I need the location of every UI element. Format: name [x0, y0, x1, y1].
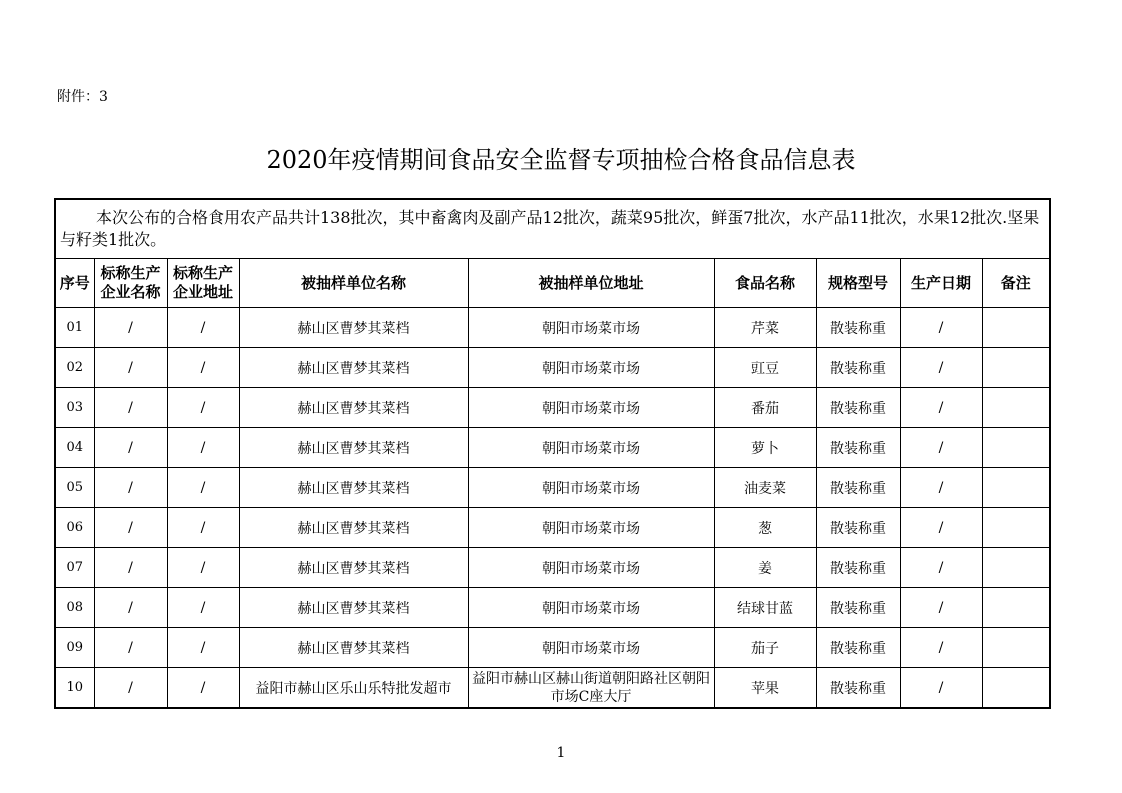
page-title: 2020年疫情期间食品安全监督专项抽检合格食品信息表	[266, 146, 856, 174]
cell-producer-name: /	[94, 468, 167, 508]
header-spec: 规格型号	[816, 259, 900, 308]
cell-seq: 05	[55, 468, 94, 508]
header-note: 备注	[982, 259, 1050, 308]
cell-sampled-addr: 朝阳市场菜市场	[468, 508, 714, 548]
cell-date: /	[900, 668, 982, 709]
intro-text: 本次公布的合格食用农产品共计138批次，其中畜禽肉及副产品12批次，蔬菜95批次，鲜蛋7批次，水产品11批次，水果12批次.坚果与籽类1批次。	[60, 208, 1040, 249]
cell-sampled-addr: 朝阳市场菜市场	[468, 348, 714, 388]
cell-date: /	[900, 348, 982, 388]
cell-note	[982, 548, 1050, 588]
cell-producer-addr: /	[167, 308, 239, 348]
table-row	[55, 668, 1050, 709]
cell-seq: 08	[55, 588, 94, 628]
cell-food: 芹菜	[714, 308, 816, 348]
cell-sampled-addr: 朝阳市场菜市场	[468, 588, 714, 628]
cell-sampled-addr: 朝阳市场菜市场	[468, 628, 714, 668]
cell-producer-name: /	[94, 668, 167, 709]
header-sampled-addr: 被抽样单位地址	[468, 259, 714, 308]
cell-note	[982, 348, 1050, 388]
cell-food: 萝卜	[714, 428, 816, 468]
table-row	[55, 308, 1050, 348]
cell-date: /	[900, 548, 982, 588]
cell-food: 油麦菜	[714, 468, 816, 508]
table-row	[55, 628, 1050, 668]
cell-spec: 散装称重	[816, 668, 900, 709]
cell-seq: 02	[55, 348, 94, 388]
cell-sampled-name: 赫山区曹梦其菜档	[239, 428, 468, 468]
cell-sampled-name: 赫山区曹梦其菜档	[239, 548, 468, 588]
cell-sampled-addr: 朝阳市场菜市场	[468, 428, 714, 468]
cell-food: 葱	[714, 508, 816, 548]
cell-food: 结球甘蓝	[714, 588, 816, 628]
cell-sampled-addr: 朝阳市场菜市场	[468, 308, 714, 348]
table-row	[55, 428, 1050, 468]
cell-sampled-name: 赫山区曹梦其菜档	[239, 588, 468, 628]
header-sampled-name: 被抽样单位名称	[239, 259, 468, 308]
table-row	[55, 388, 1050, 428]
cell-producer-name: /	[94, 428, 167, 468]
cell-producer-name: /	[94, 548, 167, 588]
cell-food: 姜	[714, 548, 816, 588]
cell-food: 茄子	[714, 628, 816, 668]
cell-spec: 散装称重	[816, 388, 900, 428]
cell-producer-addr: /	[167, 668, 239, 709]
cell-producer-addr: /	[167, 588, 239, 628]
cell-producer-name: /	[94, 348, 167, 388]
cell-date: /	[900, 588, 982, 628]
cell-producer-addr: /	[167, 388, 239, 428]
cell-producer-addr: /	[167, 508, 239, 548]
cell-date: /	[900, 308, 982, 348]
cell-seq: 01	[55, 308, 94, 348]
cell-sampled-name: 赫山区曹梦其菜档	[239, 388, 468, 428]
cell-food: 豇豆	[714, 348, 816, 388]
cell-sampled-name: 益阳市赫山区乐山乐特批发超市	[239, 668, 468, 709]
cell-sampled-name: 赫山区曹梦其菜档	[239, 468, 468, 508]
cell-producer-name: /	[94, 508, 167, 548]
cell-note	[982, 468, 1050, 508]
food-info-table	[54, 198, 1051, 709]
table-row	[55, 548, 1050, 588]
cell-seq: 07	[55, 548, 94, 588]
table-row	[55, 508, 1050, 548]
cell-note	[982, 588, 1050, 628]
header-producer-name: 标称生产企业名称	[94, 259, 167, 308]
cell-spec: 散装称重	[816, 428, 900, 468]
cell-spec: 散装称重	[816, 588, 900, 628]
cell-sampled-name: 赫山区曹梦其菜档	[239, 628, 468, 668]
cell-date: /	[900, 428, 982, 468]
cell-sampled-addr: 朝阳市场菜市场	[468, 388, 714, 428]
attachment-label: 附件：3	[57, 89, 108, 105]
header-date: 生产日期	[900, 259, 982, 308]
cell-seq: 09	[55, 628, 94, 668]
table-header-row	[55, 259, 1050, 308]
cell-sampled-name: 赫山区曹梦其菜档	[239, 348, 468, 388]
header-producer-addr: 标称生产企业地址	[167, 259, 239, 308]
cell-note	[982, 668, 1050, 709]
cell-spec: 散装称重	[816, 348, 900, 388]
table-row	[55, 468, 1050, 508]
cell-date: /	[900, 628, 982, 668]
cell-producer-name: /	[94, 388, 167, 428]
cell-producer-addr: /	[167, 428, 239, 468]
cell-spec: 散装称重	[816, 308, 900, 348]
cell-date: /	[900, 468, 982, 508]
cell-producer-name: /	[94, 628, 167, 668]
cell-producer-addr: /	[167, 348, 239, 388]
cell-food: 番茄	[714, 388, 816, 428]
cell-date: /	[900, 388, 982, 428]
cell-producer-addr: /	[167, 548, 239, 588]
intro-note	[55, 199, 1050, 259]
cell-date: /	[900, 508, 982, 548]
cell-note	[982, 508, 1050, 548]
cell-producer-name: /	[94, 588, 167, 628]
cell-spec: 散装称重	[816, 628, 900, 668]
cell-sampled-addr: 朝阳市场菜市场	[468, 468, 714, 508]
cell-sampled-addr: 益阳市赫山区赫山街道朝阳路社区朝阳市场C座大厅	[468, 668, 714, 709]
cell-note	[982, 308, 1050, 348]
cell-sampled-name: 赫山区曹梦其菜档	[239, 308, 468, 348]
cell-spec: 散装称重	[816, 508, 900, 548]
cell-seq: 10	[55, 668, 94, 709]
cell-sampled-name: 赫山区曹梦其菜档	[239, 508, 468, 548]
cell-seq: 03	[55, 388, 94, 428]
cell-note	[982, 428, 1050, 468]
cell-seq: 04	[55, 428, 94, 468]
header-seq: 序号	[55, 259, 94, 308]
cell-producer-name: /	[94, 308, 167, 348]
cell-food: 苹果	[714, 668, 816, 709]
cell-seq: 06	[55, 508, 94, 548]
cell-producer-addr: /	[167, 628, 239, 668]
header-food: 食品名称	[714, 259, 816, 308]
cell-spec: 散装称重	[816, 548, 900, 588]
cell-producer-addr: /	[167, 468, 239, 508]
table-row	[55, 588, 1050, 628]
cell-sampled-addr: 朝阳市场菜市场	[468, 548, 714, 588]
page-number: 1	[556, 745, 566, 761]
cell-spec: 散装称重	[816, 468, 900, 508]
table-row	[55, 348, 1050, 388]
cell-note	[982, 388, 1050, 428]
cell-note	[982, 628, 1050, 668]
